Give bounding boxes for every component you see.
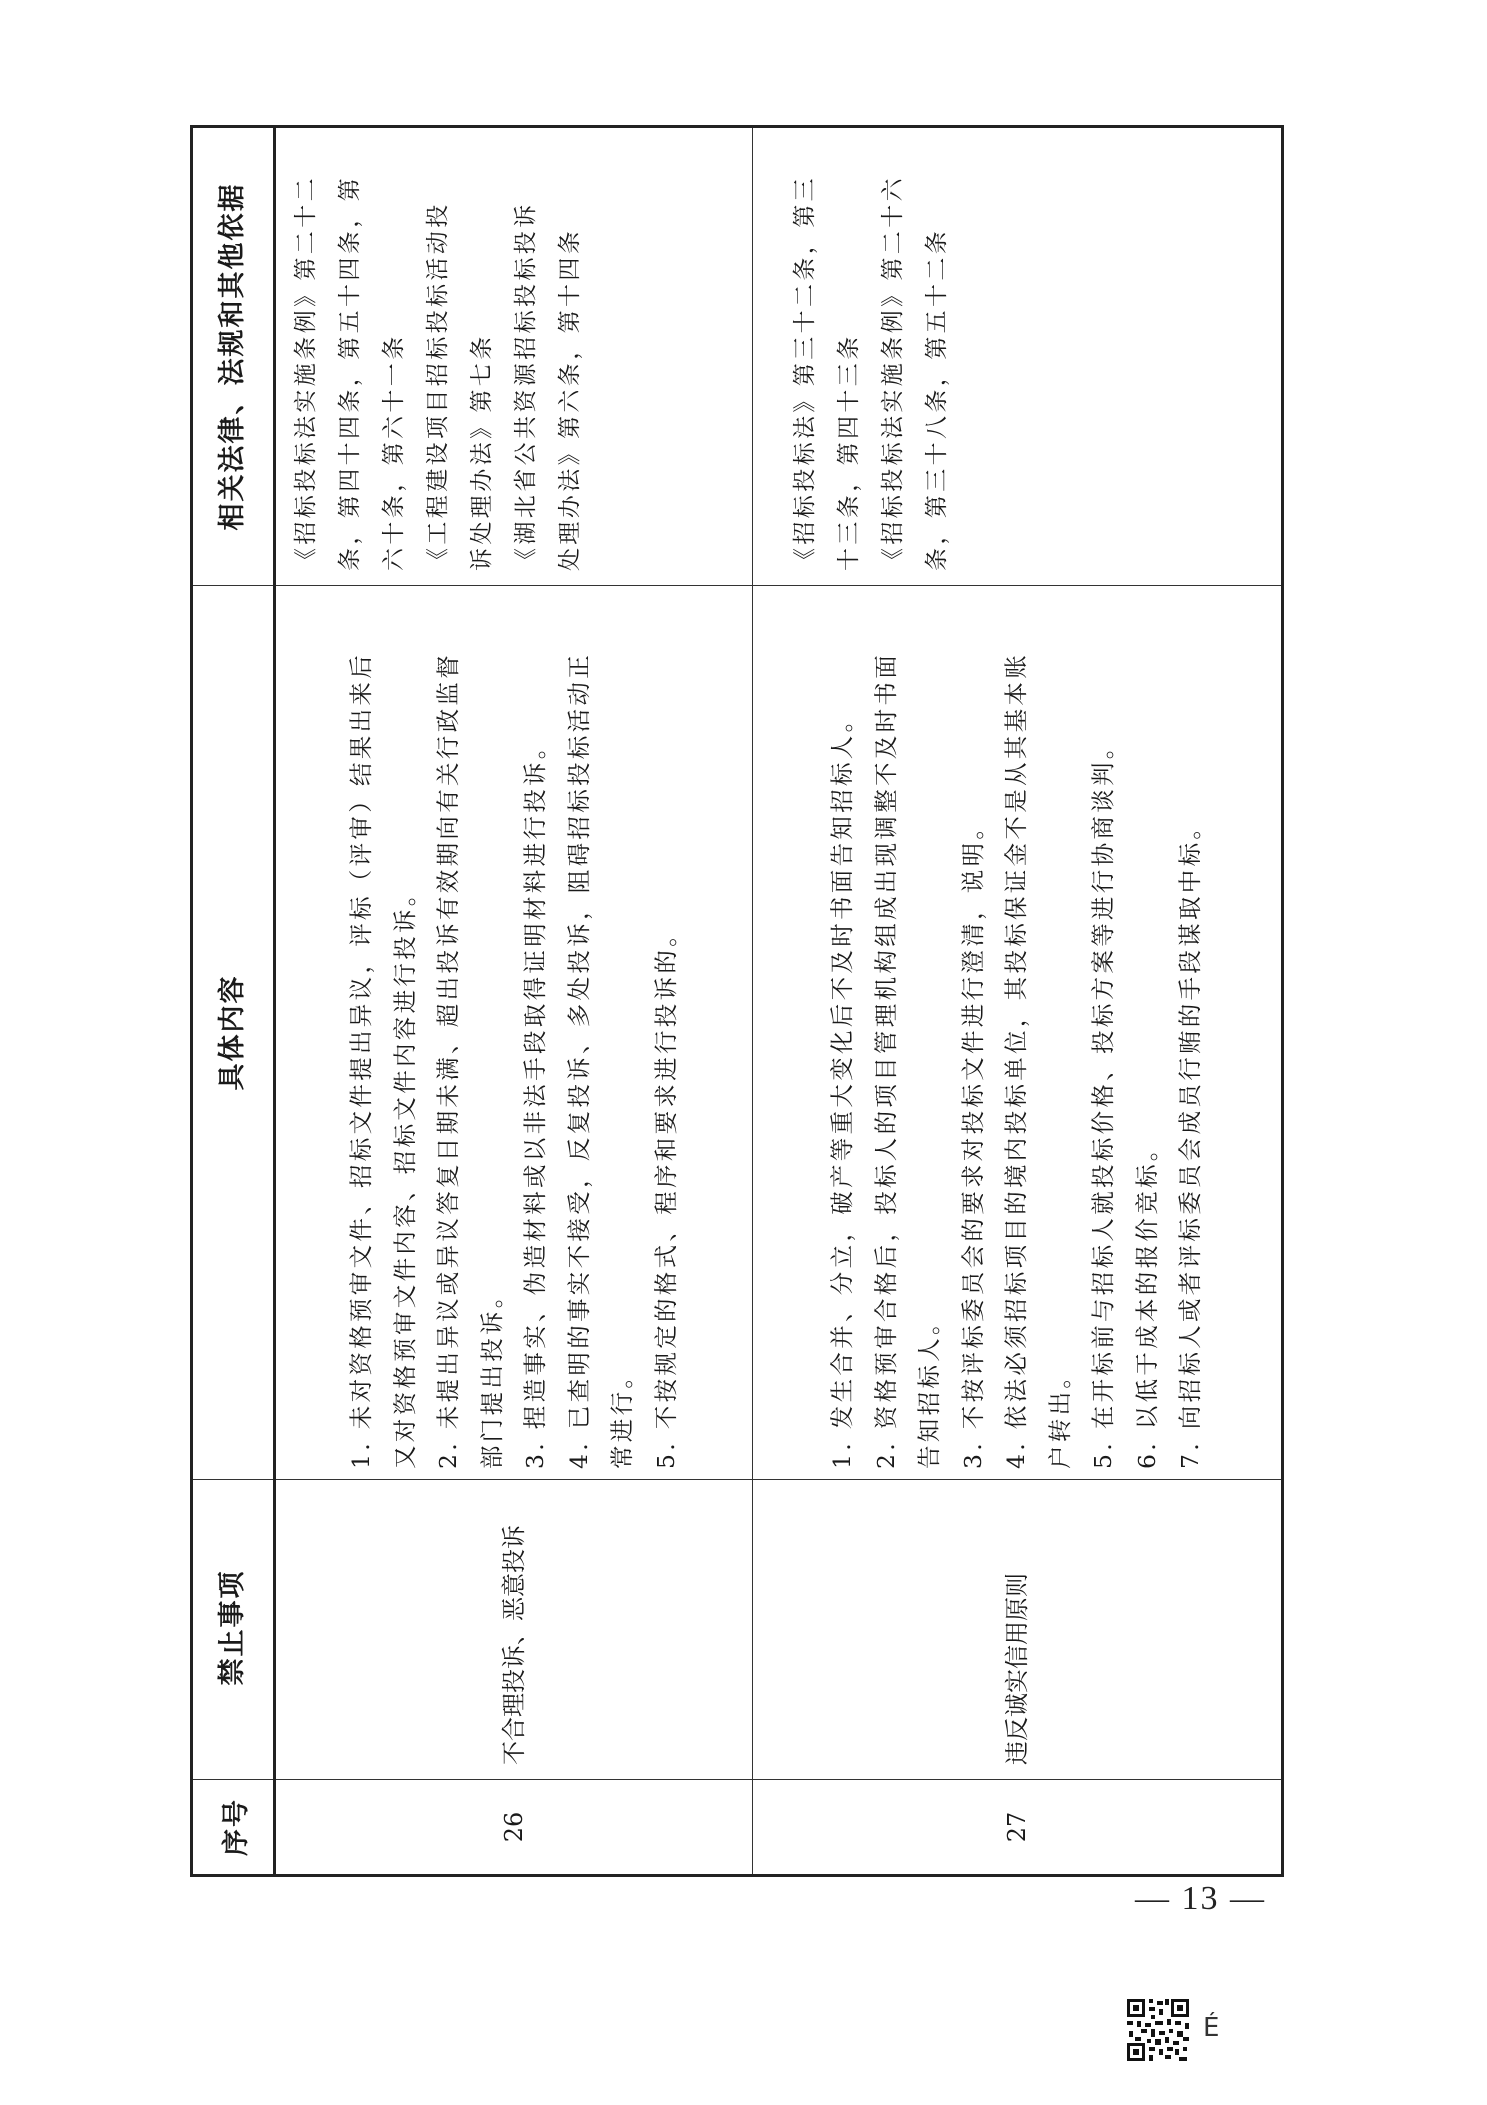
row-item: 不合理投诉、恶意投诉 <box>275 1480 753 1780</box>
content-line: 2. 资格预审合格后，投标人的项目管理机构组成出现调整不及时书面 <box>871 652 900 1469</box>
qr-trailing-mark: É <box>1203 2013 1220 2043</box>
table-row <box>275 127 753 1876</box>
row-basis <box>275 127 753 586</box>
row-number: 27 <box>753 1780 1283 1876</box>
content-line: 5. 在开标前与招标人就投标价格、投标方案等进行协商谈判。 <box>1089 732 1118 1469</box>
header-no: 序号 <box>192 1780 275 1876</box>
content-line: 5. 不按规定的格式、程序和要求进行投诉的。 <box>651 920 680 1469</box>
content-line: 1. 未对资格预审文件、招标文件提出异议，评标（评审）结果出来后 <box>347 652 375 1469</box>
qr-code-icon <box>1125 1997 1191 2063</box>
page-number: — 13 — <box>1135 1880 1266 1917</box>
basis-line: 处理办法》第六条，第十四条 <box>557 227 583 571</box>
content-line: 7. 向招标人或者评标委员会成员行贿的手段谋取中标。 <box>1176 812 1205 1469</box>
row-basis <box>753 127 1283 586</box>
content-line: 又对资格预审文件内容、招标文件内容进行投诉。 <box>390 879 419 1469</box>
basis-line: 六十条，第六十一条 <box>381 333 407 571</box>
basis-line: 诉处理办法》第七条 <box>469 333 495 571</box>
row-content <box>275 586 753 1480</box>
content-line: 部门提出投诉。 <box>477 1281 506 1469</box>
header-content: 具体内容 <box>192 586 275 1480</box>
content-line: 4. 依法必须招标项目的境内投标单位，其投标保证金不是从其基本账 <box>1002 652 1031 1469</box>
content-line: 常进行。 <box>608 1361 636 1469</box>
content-line: 3. 捏造事实、伪造材料或以非法手段取得证明材料进行投诉。 <box>521 732 549 1469</box>
content-line: 2. 未提出异议或异议答复日期未满、超出投诉有效期向有关行政监督 <box>434 652 462 1469</box>
basis-line: 《湖北省公共资源招标投标投诉 <box>513 201 539 571</box>
prohibited-items-table <box>190 125 1284 1877</box>
content-line: 4. 已查明的事实不接受，反复投诉、多处投诉，阻碍招标投标活动正 <box>564 652 593 1469</box>
table-header-row <box>192 127 275 1876</box>
basis-line: 《招标投标法实施条例》第二十二 <box>293 175 319 571</box>
basis-line: 《招标投标法实施条例》第二十六 <box>880 175 906 571</box>
basis-line: 《工程建设项目招标投标活动投 <box>425 201 451 571</box>
content-line: 告知招标人。 <box>915 1308 944 1469</box>
row-number: 26 <box>275 1780 753 1876</box>
content-line: 6. 以低于成本的报价竞标。 <box>1132 1134 1161 1469</box>
basis-line: 条，第四十四条，第五十四条，第 <box>337 175 363 571</box>
header-basis: 相关法律、法规和其他依据 <box>192 127 275 586</box>
row-content <box>753 586 1283 1480</box>
basis-line: 条，第三十八条，第五十二条 <box>924 227 950 571</box>
content-line: 1. 发生合并、分立，破产等重大变化后不及时书面告知招标人。 <box>828 705 857 1469</box>
rotated-table-container <box>190 125 1262 1877</box>
content-line: 户转出。 <box>1045 1361 1074 1469</box>
row-item: 违反诚实信用原则 <box>753 1480 1283 1780</box>
basis-line: 《招标投标法》第三十二条，第三 <box>792 175 818 571</box>
header-item: 禁止事项 <box>192 1480 275 1780</box>
basis-line: 十三条，第四十三条 <box>836 333 862 571</box>
table-row <box>753 127 1283 1876</box>
content-line: 3. 不按评标委员会的要求对投标文件进行澄清，说明。 <box>958 812 987 1469</box>
